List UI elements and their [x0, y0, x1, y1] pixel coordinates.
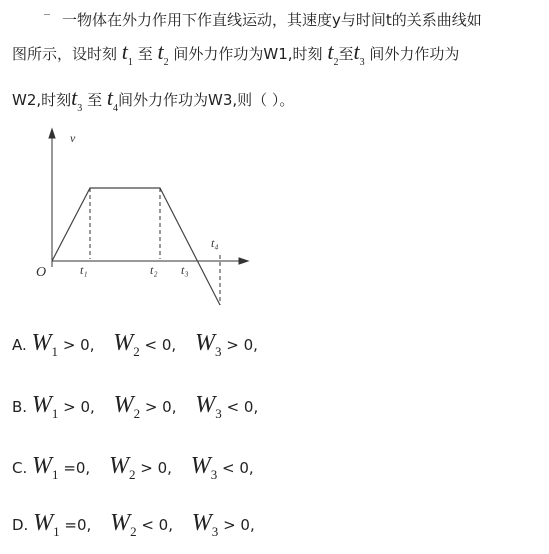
question-line-1: 一物体在外力作用下作直线运动，其速度y与时间t的关系曲线如 — [62, 11, 482, 29]
question-line-2: 图所示，设时刻 $t_1$ 至 $t_2$ 间外力作功为W1,时刻 $t_2$至$t_3$ 间外力作功为 — [12, 39, 460, 68]
velocity-time-graph — [28, 125, 258, 315]
option-d[interactable]: D. W1 =0, W2 < 0, W3 > 0, — [12, 510, 255, 539]
tick-t3: t₃ — [181, 263, 189, 277]
corner-mark — [44, 14, 50, 15]
option-b[interactable]: B. W1 > 0, W2 > 0, W3 < 0, — [12, 392, 259, 421]
tick-t2: t₂ — [150, 263, 158, 277]
tick-t1: t₁ — [80, 263, 88, 277]
x-axis-arrow — [239, 258, 248, 264]
tick-t4: t₄ — [211, 236, 219, 250]
option-c[interactable]: C. W1 =0, W2 > 0, W3 < 0, — [12, 453, 254, 482]
y-axis-arrow — [49, 129, 55, 138]
y-axis-label: v — [70, 131, 76, 145]
question-line-3: W2,时刻$t_3$ 至 $t_4$间外力作功为W3,则（ ）。 — [12, 85, 295, 114]
velocity-curve — [52, 188, 220, 305]
origin-label: O — [36, 265, 47, 280]
option-a[interactable]: A. W1 > 0, W2 < 0, W3 > 0, — [12, 330, 258, 359]
